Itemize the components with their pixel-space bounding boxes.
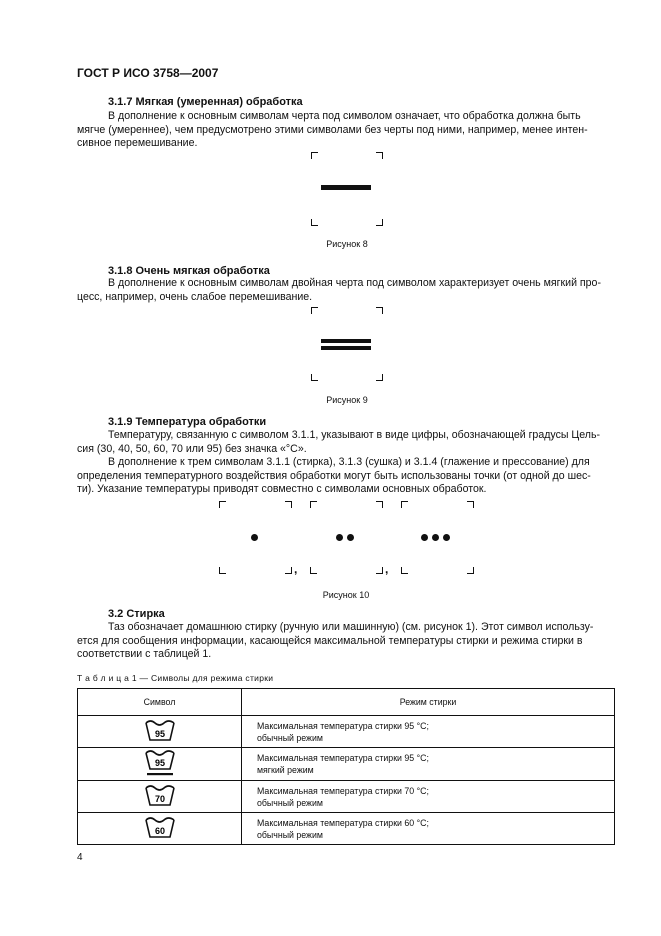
washing-symbols-table (77, 688, 615, 845)
section-3-1-7-text (77, 110, 615, 151)
frame-corner (376, 219, 383, 226)
frame-corner (311, 152, 318, 159)
figure-9-caption: Рисунок 9 (326, 395, 368, 405)
frame-corner (219, 567, 226, 574)
frame-corner (311, 219, 318, 226)
temperature-dot (432, 534, 439, 541)
figure-separator-comma: , (385, 562, 389, 576)
table-row (78, 748, 615, 781)
mode-cell (242, 813, 615, 845)
frame-corner (376, 374, 383, 381)
frame-corner (310, 501, 317, 508)
frame-corner (311, 374, 318, 381)
paragraph-line: В дополнение к основным символам черта под символом означает, что обработка должна быть (108, 110, 581, 122)
mode-line: Максимальная температура стирки 60 °С; (257, 817, 429, 828)
single-underline-bar (321, 185, 371, 190)
temperature-dot (336, 534, 343, 541)
paragraph-line: Таз обозначает домашнюю стирку (ручную или машинную) (см. рисунок 1). Этот символ использу- (108, 621, 594, 633)
frame-corner (376, 501, 383, 508)
temperature-dot (347, 534, 354, 541)
mode-line: Максимальная температура стирки 70 °С; (257, 785, 429, 796)
mode-line: обычный режим (257, 797, 323, 808)
paragraph-line: В дополнение к основным символам двойная черта под символом характеризует очень мягкий про- (108, 277, 601, 289)
frame-corner (311, 307, 318, 314)
symbol-cell (78, 781, 242, 813)
double-underline-bar-top (321, 339, 371, 343)
figure-8-caption: Рисунок 8 (326, 239, 368, 249)
table-row (78, 781, 615, 813)
figure-10-caption: Рисунок 10 (322, 590, 370, 600)
symbol-cell (78, 748, 242, 781)
temperature-dot (251, 534, 258, 541)
section-3-1-8-text (77, 277, 615, 304)
column-header-symbol: Символ (78, 689, 242, 716)
symbol-cell (78, 813, 242, 845)
frame-corner (467, 567, 474, 574)
wash-temperature-label: 60 (154, 826, 165, 836)
frame-corner (376, 307, 383, 314)
paragraph-line: Температуру, связанную с символом 3.1.1, указывают в виде цифры, обозначающей градусы Цель- (108, 429, 601, 441)
section-3-1-9-heading: 3.1.9 Температура обработки (108, 416, 267, 428)
section-3-2-text (77, 621, 615, 662)
frame-corner (219, 501, 226, 508)
table-header-row (78, 689, 615, 716)
section-3-1-7-heading: 3.1.7 Мягкая (умеренная) обработка (108, 96, 303, 108)
frame-corner (401, 567, 408, 574)
column-header-washing-mode: Режим стирки (242, 689, 615, 716)
figure-9-symbol-frame (311, 307, 383, 381)
mode-line: обычный режим (257, 829, 323, 840)
section-3-2-heading: 3.2 Стирка (108, 608, 165, 620)
table-row (78, 716, 615, 748)
mode-cell (242, 748, 615, 781)
double-underline-bar-bottom (321, 346, 371, 350)
washtub-icon (143, 782, 177, 809)
mode-line: мягкий режим (257, 765, 314, 775)
wash-temperature-label: 70 (154, 794, 165, 804)
paragraph-line: ти). Указание температуры приводят совместно с символами основных обработок. (77, 483, 487, 495)
frame-corner (285, 567, 292, 574)
mode-line: Максимальная температура стирки 95 °С; (257, 753, 429, 763)
paragraph-line: определения температурного воздействия обработки могут быть использованы точки (от одной до шес- (77, 469, 591, 482)
mode-line: Максимальная температура стирки 95 °С; (257, 720, 429, 731)
figure-separator-comma: , (294, 562, 298, 576)
washtub-icon (143, 717, 177, 744)
frame-corner (310, 567, 317, 574)
frame-corner (401, 501, 408, 508)
paragraph-line: мягче (умереннее), чем предусмотрено этими символами без черты под ними, например, менее интен- (77, 123, 588, 136)
table-row (78, 813, 615, 845)
paragraph-line: ется для сообщения информации, касающейся максимальной температуры стирки и режима стирки в (77, 634, 583, 647)
frame-corner (376, 152, 383, 159)
section-3-1-8-heading: 3.1.8 Очень мягкая обработка (108, 265, 270, 277)
table-1-caption: Т а б л и ц а 1 — Символы для режима стирки (77, 673, 274, 683)
paragraph-line: соответствии с таблицей 1. (77, 648, 212, 660)
mode-line: обычный режим (257, 732, 323, 743)
mode-cell (242, 781, 615, 813)
temperature-dot (421, 534, 428, 541)
paragraph-line: сивное перемешивание. (77, 137, 198, 149)
wash-temperature-label: 95 (154, 758, 165, 768)
mode-cell (242, 716, 615, 748)
washtub-gentle-icon (143, 748, 177, 778)
document-standard-header: ГОСТ Р ИСО 3758—2007 (77, 66, 219, 80)
paragraph-line: цесс, например, очень слабое перемешивание. (77, 290, 313, 303)
frame-corner (376, 567, 383, 574)
gentle-underline-bar (147, 773, 173, 775)
paragraph-line: В дополнение к трем символам 3.1.1 (стирка), 3.1.3 (сушка) и 3.1.4 (глажение и прессование) для (108, 456, 590, 468)
frame-corner (285, 501, 292, 508)
section-3-1-9-text (77, 429, 615, 497)
page-number: 4 (77, 852, 83, 863)
washtub-icon (143, 814, 177, 841)
wash-temperature-label: 95 (154, 729, 165, 739)
paragraph-line: сия (30, 40, 50, 60, 70 или 95) без значка «°С». (77, 442, 307, 455)
temperature-dot (443, 534, 450, 541)
frame-corner (467, 501, 474, 508)
symbol-cell (78, 716, 242, 748)
